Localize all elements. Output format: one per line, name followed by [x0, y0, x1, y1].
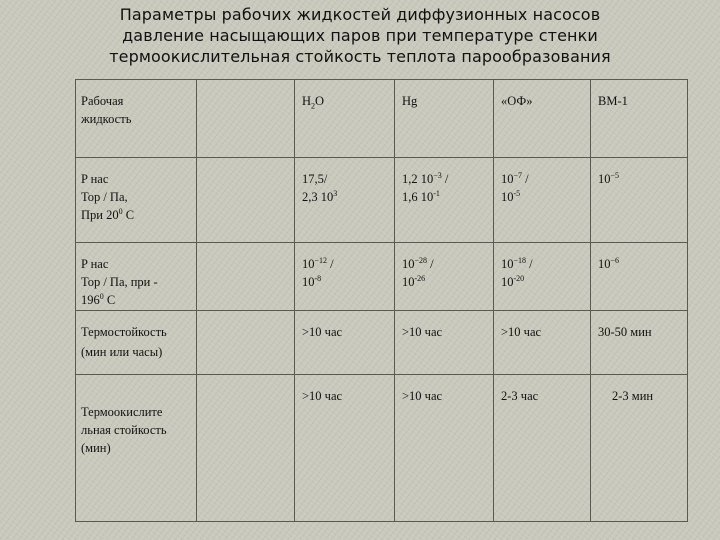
- cell-vm1-p196: $10^{-6}$: [591, 243, 688, 311]
- cell-of-thermal: >10 час: [494, 311, 591, 375]
- header-cell-liquid: Рабочая жидкость: [76, 80, 197, 158]
- slide-title: [60, 4, 660, 67]
- table-row-pressure-20: [76, 158, 688, 243]
- header-cell-empty: [197, 80, 295, 158]
- row-label-pressure-196: P нас Тор / Па, при - $196^0$ С: [76, 243, 197, 311]
- cell-hg-oxidation: >10 час: [395, 375, 494, 522]
- cell-vm1-p20: $10^{-5}$: [591, 158, 688, 243]
- cell-of-p196: $10^{-18}$ / $10^{-20}$: [494, 243, 591, 311]
- cell-h2o-p20: 17,5/ 2,3 $10^3$: [295, 158, 395, 243]
- cell-h2o-thermal: >10 час: [295, 311, 395, 375]
- row-label-oxidation: Термоокислите льная стойкость (мин): [76, 375, 197, 522]
- cell-vm1-thermal: 30-50 мин: [591, 311, 688, 375]
- cell-empty: [197, 311, 295, 375]
- title-line-1: Параметры рабочих жидкостей диффузионных насосов: [119, 5, 601, 24]
- table-row-oxidation: [76, 375, 688, 522]
- cell-vm1-oxidation: 2-3 мин: [591, 375, 688, 522]
- table-row-thermal: [76, 311, 688, 375]
- cell-h2o-p196: $10^{-12}$ / $10^{-8}$: [295, 243, 395, 311]
- title-line-2: давление насыщающих паров при температуре стенки: [122, 26, 598, 45]
- row-label-thermal: Термостойкость (мин или часы): [76, 311, 197, 375]
- title-line-3: термоокислительная стойкость теплота парообразования: [109, 47, 611, 66]
- header-cell-hg: Hg: [395, 80, 494, 158]
- cell-hg-p196: $10^{-28}$ / $10^{-26}$: [395, 243, 494, 311]
- cell-of-p20: $10^{-7}$ / $10^{-5}$: [494, 158, 591, 243]
- cell-empty: [197, 158, 295, 243]
- cell-empty: [197, 243, 295, 311]
- cell-hg-p20: 1,2 $10^{-3}$ / 1,6 $10^{-1}$: [395, 158, 494, 243]
- header-cell-vm1: ВМ-1: [591, 80, 688, 158]
- table-row-pressure-196: [76, 243, 688, 311]
- cell-of-oxidation: 2-3 час: [494, 375, 591, 522]
- parameters-table: [75, 79, 688, 522]
- table-row-header: [76, 80, 688, 158]
- cell-hg-thermal: >10 час: [395, 311, 494, 375]
- header-cell-of: «ОФ»: [494, 80, 591, 158]
- row-label-pressure-20: P нас Тор / Па, При $20^0$ С: [76, 158, 197, 243]
- header-cell-h2o: $H_2O$: [295, 80, 395, 158]
- cell-empty: [197, 375, 295, 522]
- cell-h2o-oxidation: >10 час: [295, 375, 395, 522]
